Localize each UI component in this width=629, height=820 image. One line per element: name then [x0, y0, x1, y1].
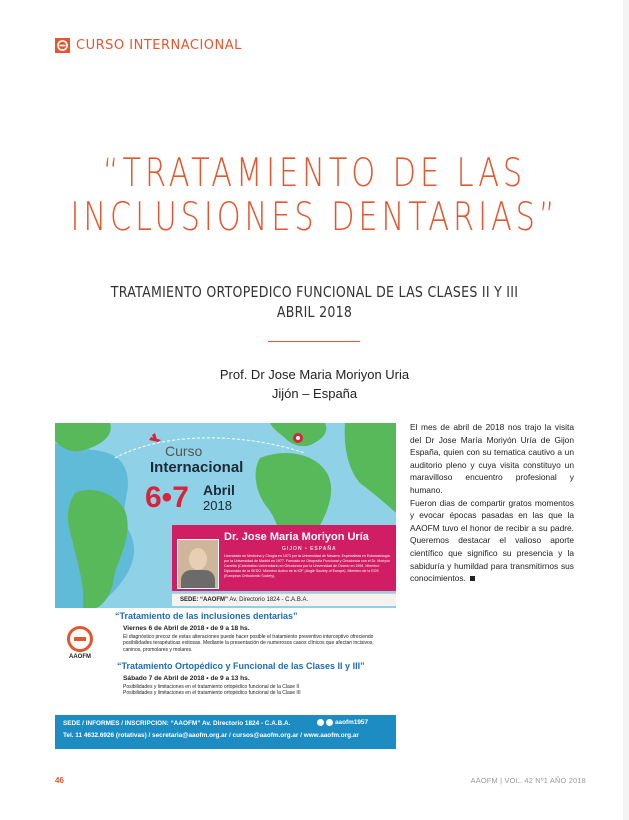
poster-curso: Curso [165, 443, 203, 459]
subtitle-line-1: TRATAMIENTO ORTOPEDICO FUNCIONAL DE LAS CLASES II Y III [110, 283, 519, 301]
poster-map [55, 423, 396, 608]
aaofm-logo [63, 626, 97, 660]
speaker-photo [177, 539, 219, 589]
speaker-card [172, 525, 396, 591]
talk-1-date: Viernes 6 de Abril de 2018 • de 9 a 18 hs. [123, 625, 250, 632]
section-header [55, 38, 242, 53]
talk-2-description [123, 684, 385, 697]
divider [268, 341, 360, 342]
venue-name: “AAOFM” [200, 597, 229, 603]
talk-2-date: Sábado 7 de Abril de 2018 • de 9 a 13 hs. [123, 675, 250, 682]
paragraph-2-text: Fueron dias de compartir gratos momentos y evocar épocas pasadas en las que la AAOFM tuvo el honor de recibir a su padre. Queremos destacar el valioso aporte científico que significo su presencia y la sabiduría y humildad para transmitirnos sus conocimientos. [410, 497, 574, 584]
author-name: Prof. Dr Jose Maria Moriyon Uria [219, 367, 410, 382]
paragraph-1: El mes de abril de 2018 nos trajo la visita del Dr Jose María Moriyón Uría de Gijon España, quien con su tematica cautivo a un auditorio pleno y cuya visita constituyo un maravilloso encuentro profesional y humano. [410, 422, 574, 495]
speaker-bio: Licenciado en Medicina y Cirugía en 1973 por la Universidad de Navarra. Especialista en Estomatología por la Universidad de Madrid en 1977. Formado en Ortopedia Funcional y Ortodoncia con el Dr. Moriyón Carreño (Catedrático Universitario en Ortodoncia por la Universidad de Oviedo en 1994. Miembro Diplomado de la SEDO. Miembro Activo de la IOF (Angle Society of Europe). Miembro de la EOS (European Orthodontic Society). [224, 554, 390, 578]
social-handle: aaofm1957 [335, 719, 369, 726]
aaofm-logo-icon [55, 38, 70, 53]
folio: AAOFM | VOL. 42 Nº1 AÑO 2018 [470, 776, 586, 785]
poster-internacional: Internacional [150, 459, 244, 476]
talk-2-desc-line-1: Posibilidades y limitaciones en el tratamiento ortopédico funcional de la Clase II [123, 684, 300, 690]
title-line-2: INCLUSIONES DENTARIAS” [70, 195, 559, 240]
folio-issue: VOL. 42 Nº1 AÑO 2018 [504, 776, 586, 785]
page-edge [623, 0, 629, 820]
venue-address: Av. Directorio 1824 - C.A.B.A. [229, 597, 309, 603]
subtitle-line-2: ABRIL 2018 [276, 303, 353, 321]
poster-social [317, 719, 368, 726]
venue-bar [172, 593, 396, 606]
instagram-icon [326, 719, 333, 726]
talk-2-title: “Tratamiento Ortopédico y Funcional de las Clases II y III” [117, 661, 365, 671]
event-poster [55, 423, 396, 749]
talk-1-title: “Tratamiento de las inclusiones dentarias” [115, 611, 298, 621]
logo-text: AAOFM [69, 654, 91, 660]
poster-program [55, 608, 396, 715]
subtitle [50, 282, 578, 322]
poster-footer [55, 715, 396, 749]
article-body [410, 421, 574, 585]
speaker-location: GIJON • ESPAÑA [282, 546, 337, 552]
end-mark-icon [470, 576, 475, 581]
facebook-icon [317, 719, 324, 726]
poster-footer-contact: Tel. 11 4632.6926 (rotativas) / secretaria@aaofm.org.ar / cursos@aaofm.org.ar / www.aaofm.org.ar [63, 732, 359, 739]
poster-year: 2018 [203, 498, 232, 513]
title-line-1: “TRATAMIENTO DE LAS [102, 151, 527, 196]
folio-journal: AAOFM [470, 776, 498, 785]
poster-footer-venue: SEDE / INFORMES / INSCRIPCION: “AAOFM” Av. Directorio 1824 - C.A.B.A. [63, 720, 291, 727]
speaker-name: Dr. Jose Maria Moriyon Uría [224, 531, 369, 543]
poster-dates: 6•7 [145, 481, 189, 514]
talk-1-description: El diagnóstico precoz de estas alteraciones puede hacer posible el tratamiento preventivo interceptivo ofreciendo posibilidades terapéuticas exitosas. Mediante la presentación de numerosos casos clínicos que afectan incisivos, caninos, promolares y molares. [123, 634, 374, 653]
author-place: Jijón – España [271, 386, 358, 401]
aaofm-logo-icon [67, 626, 93, 652]
talk-2-desc-line-2: Posibilidades y limitaciones en el tratamiento ortopédico funcional de la Clase III [123, 690, 301, 697]
author-block [0, 365, 629, 403]
page-number: 46 [55, 776, 64, 785]
page-title [69, 152, 560, 240]
poster-month: Abril [203, 482, 235, 498]
section-label: CURSO INTERNACIONAL [76, 38, 242, 53]
paragraph-2 [410, 497, 574, 585]
venue-label: SEDE: [180, 597, 199, 603]
